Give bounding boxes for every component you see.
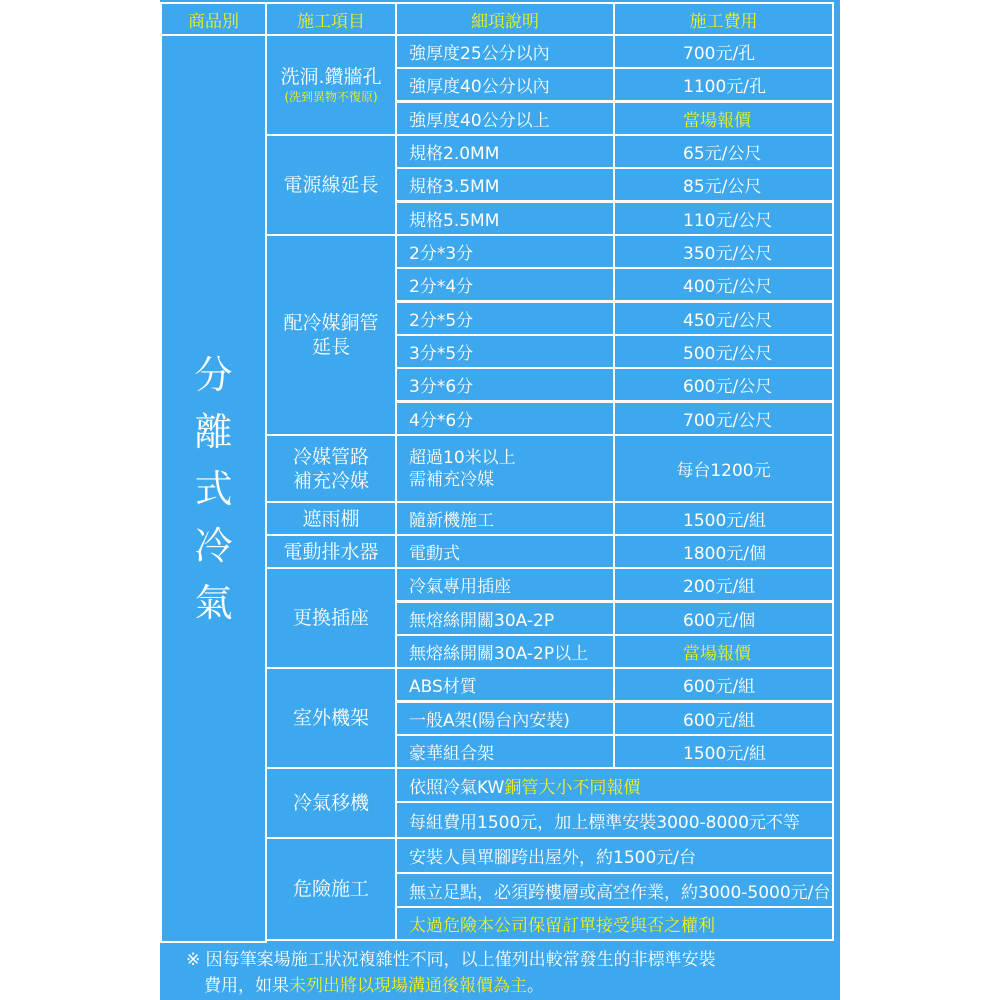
item-danger	[265, 837, 397, 941]
item-power-cable	[265, 134, 397, 236]
cost-cell: 450元/公尺	[613, 301, 834, 336]
detail-cell: 2分*4分	[395, 267, 615, 302]
detail-wide-cell: 每組費用1500元，加上標準安裝3000-8000元不等	[395, 801, 834, 839]
detail-wide-cell: 安裝人員單腳跨出屋外，約1500元/台	[395, 837, 834, 874]
cost-cell: 1500元/組	[613, 501, 834, 536]
detail-highlight: 銅管大小不同報價	[504, 777, 641, 798]
cost-cell: 110元/公尺	[613, 201, 834, 236]
category-char: 分	[194, 353, 233, 397]
detail-cell: 無熔絲開關30A-2P	[395, 601, 615, 636]
item-copper-pipe	[265, 234, 397, 436]
cost-cell: 600元/個	[613, 601, 834, 636]
cost-cell: 400元/公尺	[613, 267, 834, 302]
item-drain-pump	[265, 534, 397, 569]
detail-wide-cell: 無立足點，必須跨樓層或高空作業，約3000-5000元/台	[395, 872, 834, 908]
item-label: 電動排水器	[283, 540, 379, 563]
item-label: 電源線延長	[283, 174, 379, 196]
detail-cell: 豪華組合架	[395, 734, 615, 769]
item-rain-cover	[265, 501, 397, 536]
cost-cell: 1100元/孔	[613, 67, 834, 102]
cost-cell: 700元/公尺	[613, 401, 834, 436]
item-label: 遮雨棚	[302, 507, 360, 530]
detail-cell: 一般A架(陽台內安裝)	[395, 701, 615, 736]
detail-cell: 規格2.0MM	[395, 134, 615, 169]
header-item: 施工項目	[265, 2, 397, 36]
item-label: 補充冷媒	[292, 469, 369, 492]
detail-cell: ABS材質	[395, 667, 615, 702]
item-label: 冷氣移機	[292, 792, 369, 814]
cost-cell: 每台1200元	[613, 434, 834, 503]
category-char: 冷	[194, 524, 233, 568]
cost-cell: 600元/組	[613, 667, 834, 702]
category-char: 離	[194, 410, 233, 454]
footnote	[186, 947, 836, 999]
detail-cell: 3分*6分	[395, 367, 615, 402]
header-cost: 施工費用	[613, 2, 834, 36]
detail-cell: 強厚度40公分以上	[395, 101, 615, 136]
detail-line: 需補充冷媒	[409, 469, 494, 490]
cost-cell: 600元/公尺	[613, 367, 834, 402]
item-label: 室外機架	[292, 707, 369, 729]
detail-text: 依照冷氣KW	[409, 777, 505, 798]
item-refrigerant	[265, 434, 397, 503]
detail-wide-cell: 太過危險本公司保留訂單接受與否之權利	[395, 906, 834, 941]
detail-cell: 無熔絲開關30A-2P以上	[395, 634, 615, 669]
item-outdoor-rack	[265, 667, 397, 769]
item-label: 配冷媒銅管	[283, 312, 379, 334]
header-detail: 細項說明	[395, 2, 615, 36]
item-drilling	[265, 34, 397, 136]
detail-cell: 3分*5分	[395, 334, 615, 369]
cost-cell: 500元/公尺	[613, 334, 834, 369]
header-category: 商品別	[160, 2, 267, 36]
cost-cell: 當場報價	[613, 634, 834, 669]
detail-cell: 4分*6分	[395, 401, 615, 436]
item-label: 危險施工	[292, 878, 369, 900]
detail-wide-cell	[395, 767, 834, 803]
cost-cell: 1800元/個	[613, 534, 834, 569]
item-note: (洗到異物不復原)	[284, 90, 378, 104]
detail-cell: 2分*5分	[395, 301, 615, 336]
footnote-line	[186, 973, 836, 999]
detail-cell: 強厚度40公分以內	[395, 67, 615, 102]
footnote-text: 費用，如果	[204, 976, 289, 996]
footnote-highlight: 未列出將以現場溝通後報價為主	[289, 976, 527, 996]
detail-cell: 規格5.5MM	[395, 201, 615, 236]
detail-cell: 規格3.5MM	[395, 167, 615, 202]
cost-cell: 85元/公尺	[613, 167, 834, 202]
cost-cell: 65元/公尺	[613, 134, 834, 169]
category-cell	[160, 34, 267, 943]
item-label: 更換插座	[292, 607, 369, 629]
category-char: 氣	[194, 581, 233, 625]
category-char: 式	[194, 467, 233, 511]
detail-cell	[395, 434, 615, 503]
cost-cell: 1500元/組	[613, 734, 834, 769]
footnote-text: 。	[527, 976, 544, 996]
cost-cell: 當場報價	[613, 101, 834, 136]
item-relocation	[265, 767, 397, 839]
cost-cell: 200元/組	[613, 567, 834, 602]
detail-cell: 冷氣專用插座	[395, 567, 615, 602]
footnote-line: ※ 因每筆案場施工狀況複雜性不同，以上僅列出較常發生的非標準安裝	[186, 950, 716, 970]
cost-cell: 700元/孔	[613, 34, 834, 69]
item-label: 洗洞.鑽牆孔	[280, 66, 382, 88]
item-label: 延長	[311, 336, 350, 358]
detail-cell: 2分*3分	[395, 234, 615, 269]
detail-cell: 隨新機施工	[395, 501, 615, 536]
cost-cell: 350元/公尺	[613, 234, 834, 269]
item-label: 冷媒管路	[292, 445, 369, 468]
cost-cell: 600元/組	[613, 701, 834, 736]
detail-cell: 電動式	[395, 534, 615, 569]
detail-line: 超過10米以上	[409, 447, 516, 468]
detail-cell: 強厚度25公分以內	[395, 34, 615, 69]
item-socket	[265, 567, 397, 669]
